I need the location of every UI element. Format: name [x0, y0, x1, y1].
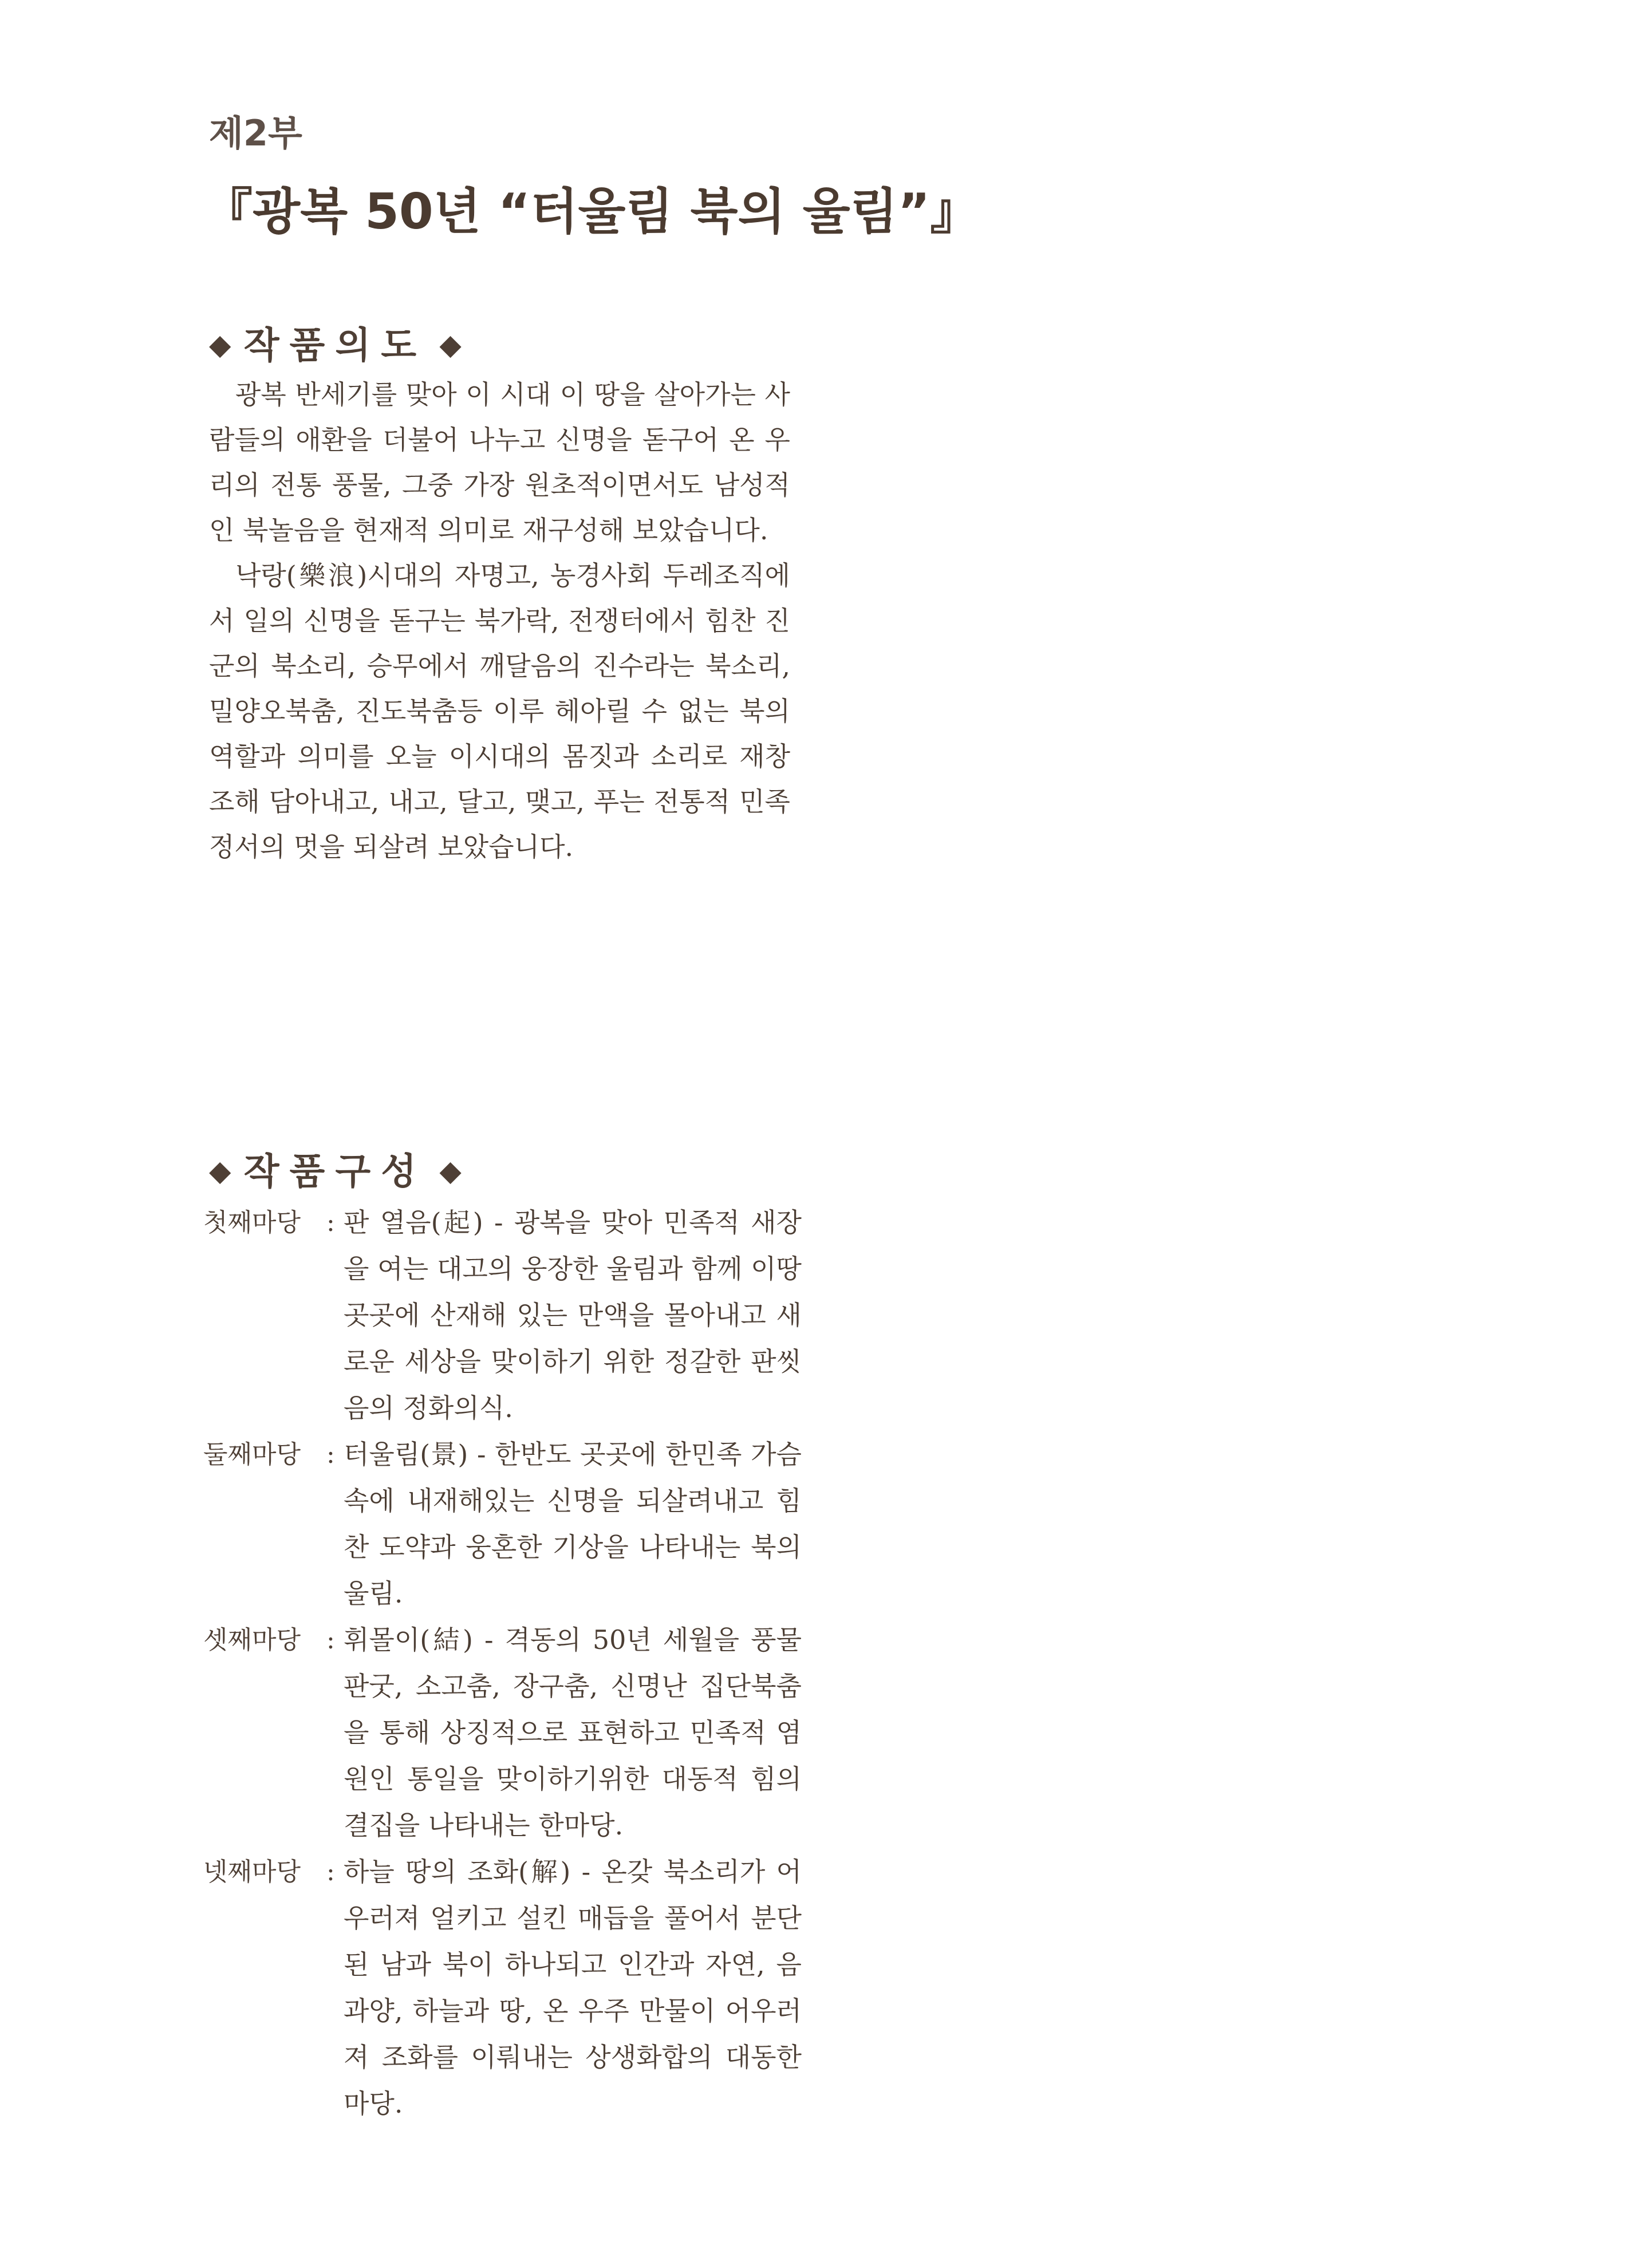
- madang-item: [203, 1199, 802, 1431]
- diamond-icon: ◆: [439, 328, 462, 361]
- madang-separator: :: [326, 1440, 335, 1469]
- madang-label: 둘째마당: [203, 1440, 301, 1469]
- madang-item: [203, 1617, 802, 1849]
- madang-item: [203, 1431, 802, 1617]
- madang-label: 첫째마당: [203, 1208, 301, 1237]
- part-label: 제2부: [209, 112, 302, 154]
- intent-heading: [209, 316, 462, 369]
- madang-item: [203, 1849, 802, 2127]
- madang-description: 휘몰이(結) - 격동의 50년 세월을 풍물판굿, 소고춤, 장구춤, 신명난 집단북춤을 통해 상징적으로 표현하고 민족적 염원인 통일을 맞이하기위한 대동적 힘의 결집을 나타내는 한마당.: [344, 1624, 802, 1841]
- diamond-icon: ◆: [209, 1154, 231, 1187]
- composition-list: [203, 1199, 802, 2127]
- madang-label: 넷째마당: [203, 1857, 301, 1887]
- document-title: 『광복 50년 “터울림 북의 울림”』: [203, 183, 980, 240]
- intent-paragraph: 낙랑(樂浪)시대의 자명고, 농경사회 두레조직에서 일의 신명을 돋구는 북가락, 전쟁터에서 힘찬 진군의 북소리, 승무에서 깨달음의 진수라는 북소리, 밀양오북춤, 진도북춤등 이루 헤아릴 수 없는 북의 역할과 의미를 오늘 이시대의 몸짓과 소리로 재창조해 담아내고, 내고, 달고, 맺고, 푸는 전통적 민족 정서의 멋을 되살려 보았습니다.: [209, 560, 790, 862]
- intent-paragraph: 광복 반세기를 맞아 이 시대 이 땅을 살아가는 사람들의 애환을 더불어 나누고 신명을 돋구어 온 우리의 전통 풍물, 그중 가장 원초적이면서도 남성적인 북놀음을 현재적 의미로 재구성해 보았습니다.: [209, 379, 790, 546]
- composition-heading-text: 작품구성: [243, 1151, 427, 1193]
- madang-description: 판 열음(起) - 광복을 맞아 민족적 새장을 여는 대고의 웅장한 울림과 함께 이땅 곳곳에 산재해 있는 만액을 몰아내고 새로운 세상을 맞이하기 위한 정갈한 판씻음의 정화의식.: [344, 1207, 802, 1423]
- madang-separator: :: [326, 1208, 335, 1237]
- diamond-icon: ◆: [439, 1154, 462, 1187]
- madang-description: 터울림(景) - 한반도 곳곳에 한민족 가슴속에 내재해있는 신명을 되살려내고 힘찬 도약과 웅혼한 기상을 나타내는 북의 울림.: [344, 1439, 802, 1609]
- diamond-icon: ◆: [209, 328, 231, 361]
- madang-description: 하늘 땅의 조화(解) - 온갖 북소리가 어우러져 얼키고 설킨 매듭을 풀어서 분단된 남과 북이 하나되고 인간과 자연, 음과양, 하늘과 땅, 온 우주 만물이 어우러져 조화를 이뤄내는 상생화합의 대동한마당.: [344, 1856, 802, 2119]
- intent-body: [209, 372, 790, 870]
- madang-separator: :: [326, 1625, 335, 1655]
- madang-label: 셋째마당: [203, 1625, 301, 1655]
- composition-heading: [209, 1142, 462, 1195]
- madang-separator: :: [326, 1857, 335, 1887]
- intent-heading-text: 작품의도: [243, 325, 427, 367]
